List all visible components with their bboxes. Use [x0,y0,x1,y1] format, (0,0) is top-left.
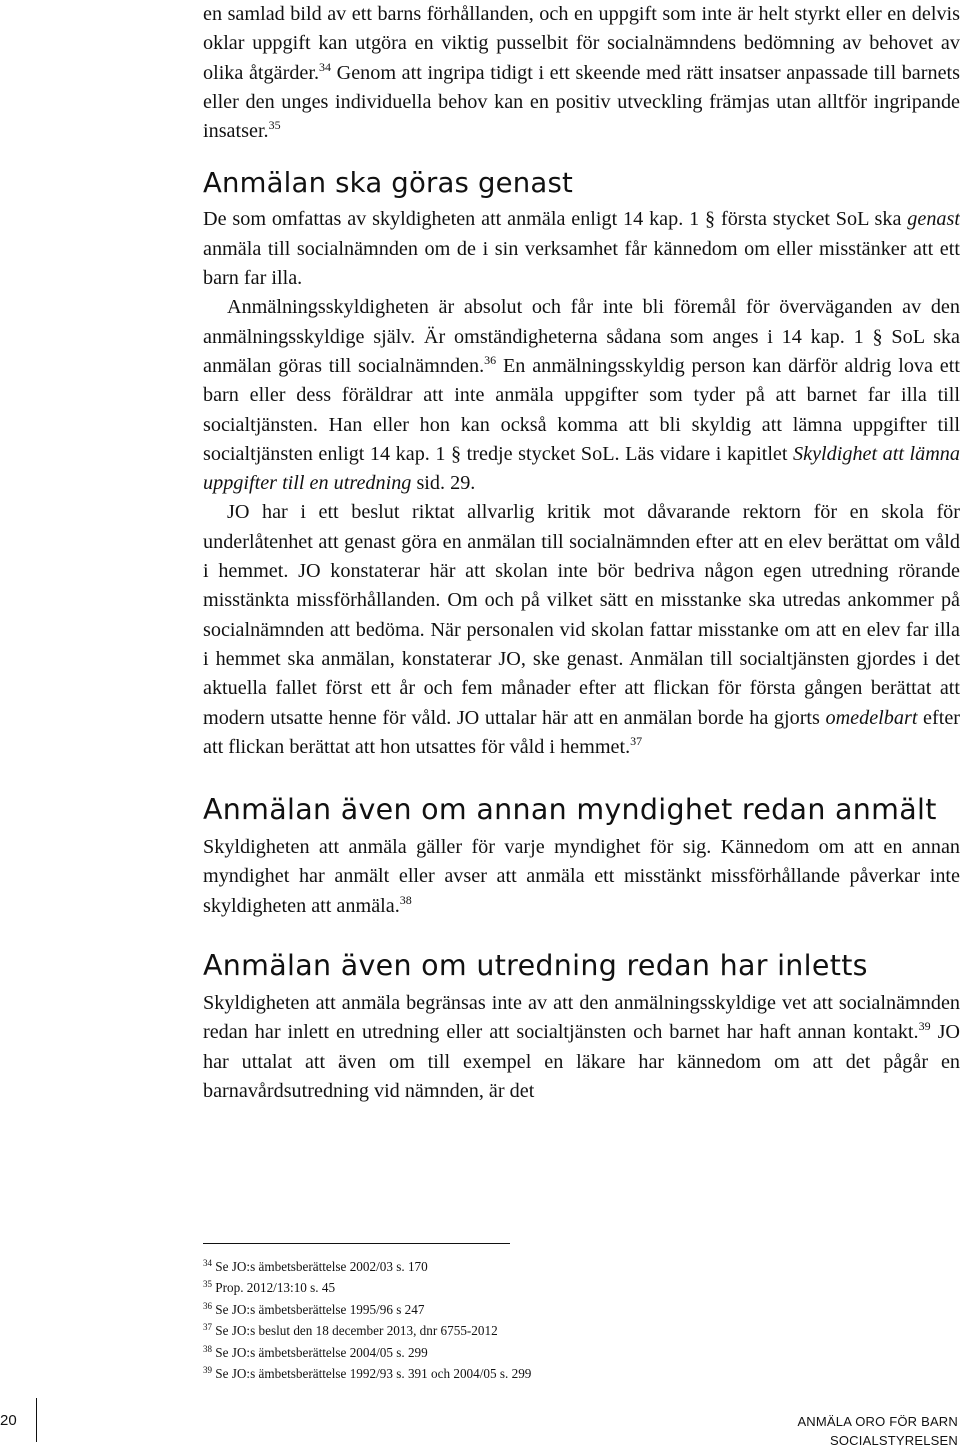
paragraph: Skyldigheten att anmäla gäller för varje myndighet för sig. Kännedom om att en annan myndighet har anmält eller avser att anmäla ett misstänkt missförhållande påverkar inte skyldigheten att anmäla.$^{38}$ [203,836,960,917]
footnote-ref[interactable]: 38 [399,892,412,907]
footnote-ref[interactable]: 36 [484,352,497,367]
paragraph: Anmälningsskyldigheten är absolut och får inte bli föremål för överväganden av den anmälningsskyldige själv. Är omständigheterna sådana som anges i 14 kap. 1 § SoL ska anmälan göras till socialnämnden.$^{36}$ En anmälningsskyldig person kan därför aldrig lova ett barn eller dess föräldrar att inte anmäla uppgifter som tyder på att barnet far illa till socialtjänsten. Han eller hon kan också komma att bli skyldig att lämna uppgifter till socialtjänsten enligt 14 kap. 1 § tredje stycket SoL. Läs vidare i kapitlet Skyldighet att lämna uppgifter till en utredning sid. 29. [203,296,960,495]
paragraph: De som omfattas av skyldigheten att anmäla enligt 14 kap. 1 § första stycket SoL ska genast anmäla till socialnämnden om de i sin verksamhet får kännedom om eller misstänker att ett barn far illa. [203,208,960,290]
section-heading: Anmälan ska göras genast [203,167,573,200]
footnote-ref[interactable]: 34 [319,59,332,74]
footnote: $^{38}$ Se JO:s ämbetsberättelse 2004/05 s. 299 [203,1343,428,1360]
footnote-ref[interactable]: 37 [630,733,643,748]
footnote-ref[interactable]: 35 [268,118,281,133]
page-number-divider [36,1398,37,1442]
page-body [203,0,960,1106]
footnote: $^{37}$ Se JO:s beslut den 18 december 2013, dnr 6755-2012 [203,1322,498,1339]
running-head-publisher: SOCIALSTYRELSEN [830,1433,958,1448]
running-head [797,1412,958,1450]
footnote-separator [203,1243,510,1244]
paragraph: Skyldigheten att anmäla begränsas inte av att den anmälningsskyldige vet att socialnämnden redan har inlett en utredning eller att socialtjänsten och barnet har haft annan kontakt.$^{39}$ JO har uttalat att även om till exempel en läkare har kännedom om att det pågår en barnavårdsutredning vid nämnden, är det [203,992,960,1102]
paragraph: JO har i ett beslut riktat allvarlig kritik mot dåvarande rektorn för en skola för underlåtenhet att genast göra en anmälan till socialnämnden efter att en elev berättat om våld i hemmet. JO konstaterar här att skolan inte bör bedriva någon egen utredning rörande misstänkta missförhållanden. Om och på vilket sätt en misstanke ska utredas ankommer på socialnämnden att bedöma. När personalen vid skolan fattar misstanke om att en elev far illa i hemmet ska anmälan, konstaterar JO, ske genast. Anmälan till socialtjänsten gjordes i det aktuella fallet först ett år och fem månader efter att flickan för första gången berättat att modern utsatte henne för våld. JO uttalar här att en anmälan borde ha gjorts omedelbart efter att flickan berättat att hon utsattes för våld i hemmet.$^{37}$ [203,501,960,758]
footnote: $^{39}$ Se JO:s ämbetsberättelse 1992/93 s. 391 och 2004/05 s. 299 [203,1365,532,1382]
running-head-title: ANMÄLA ORO FÖR BARN [797,1414,958,1429]
footnote: $^{35}$ Prop. 2012/13:10 s. 45 [203,1279,336,1296]
page-number: 20 [0,1412,17,1429]
footnote-ref[interactable]: 39 [918,1019,931,1034]
section-heading: Anmälan även om annan myndighet redan anmält [203,793,937,827]
footnotes [203,1256,803,1384]
footnote: $^{34}$ Se JO:s ämbetsberättelse 2002/03 s. 170 [203,1258,428,1274]
section-heading: Anmälan även om utredning redan har inletts [203,949,868,983]
paragraph: en samlad bild av ett barns förhållanden, och en uppgift som inte är helt styrkt eller en delvis oklar uppgift kan utgöra en viktig pusselbit för socialnämndens bedömning av behovet av olika åtgärder.$^{34}$ Genom att ingripa tidigt i ett skeende med rätt insatser anpassade till barnets eller den unges individuella behov kan en positiv utveckling främjas utan alltför ingripande insatser.$^{35}$ [203,3,960,143]
footnote: $^{36}$ Se JO:s ämbetsberättelse 1995/96 s 247 [203,1300,425,1317]
